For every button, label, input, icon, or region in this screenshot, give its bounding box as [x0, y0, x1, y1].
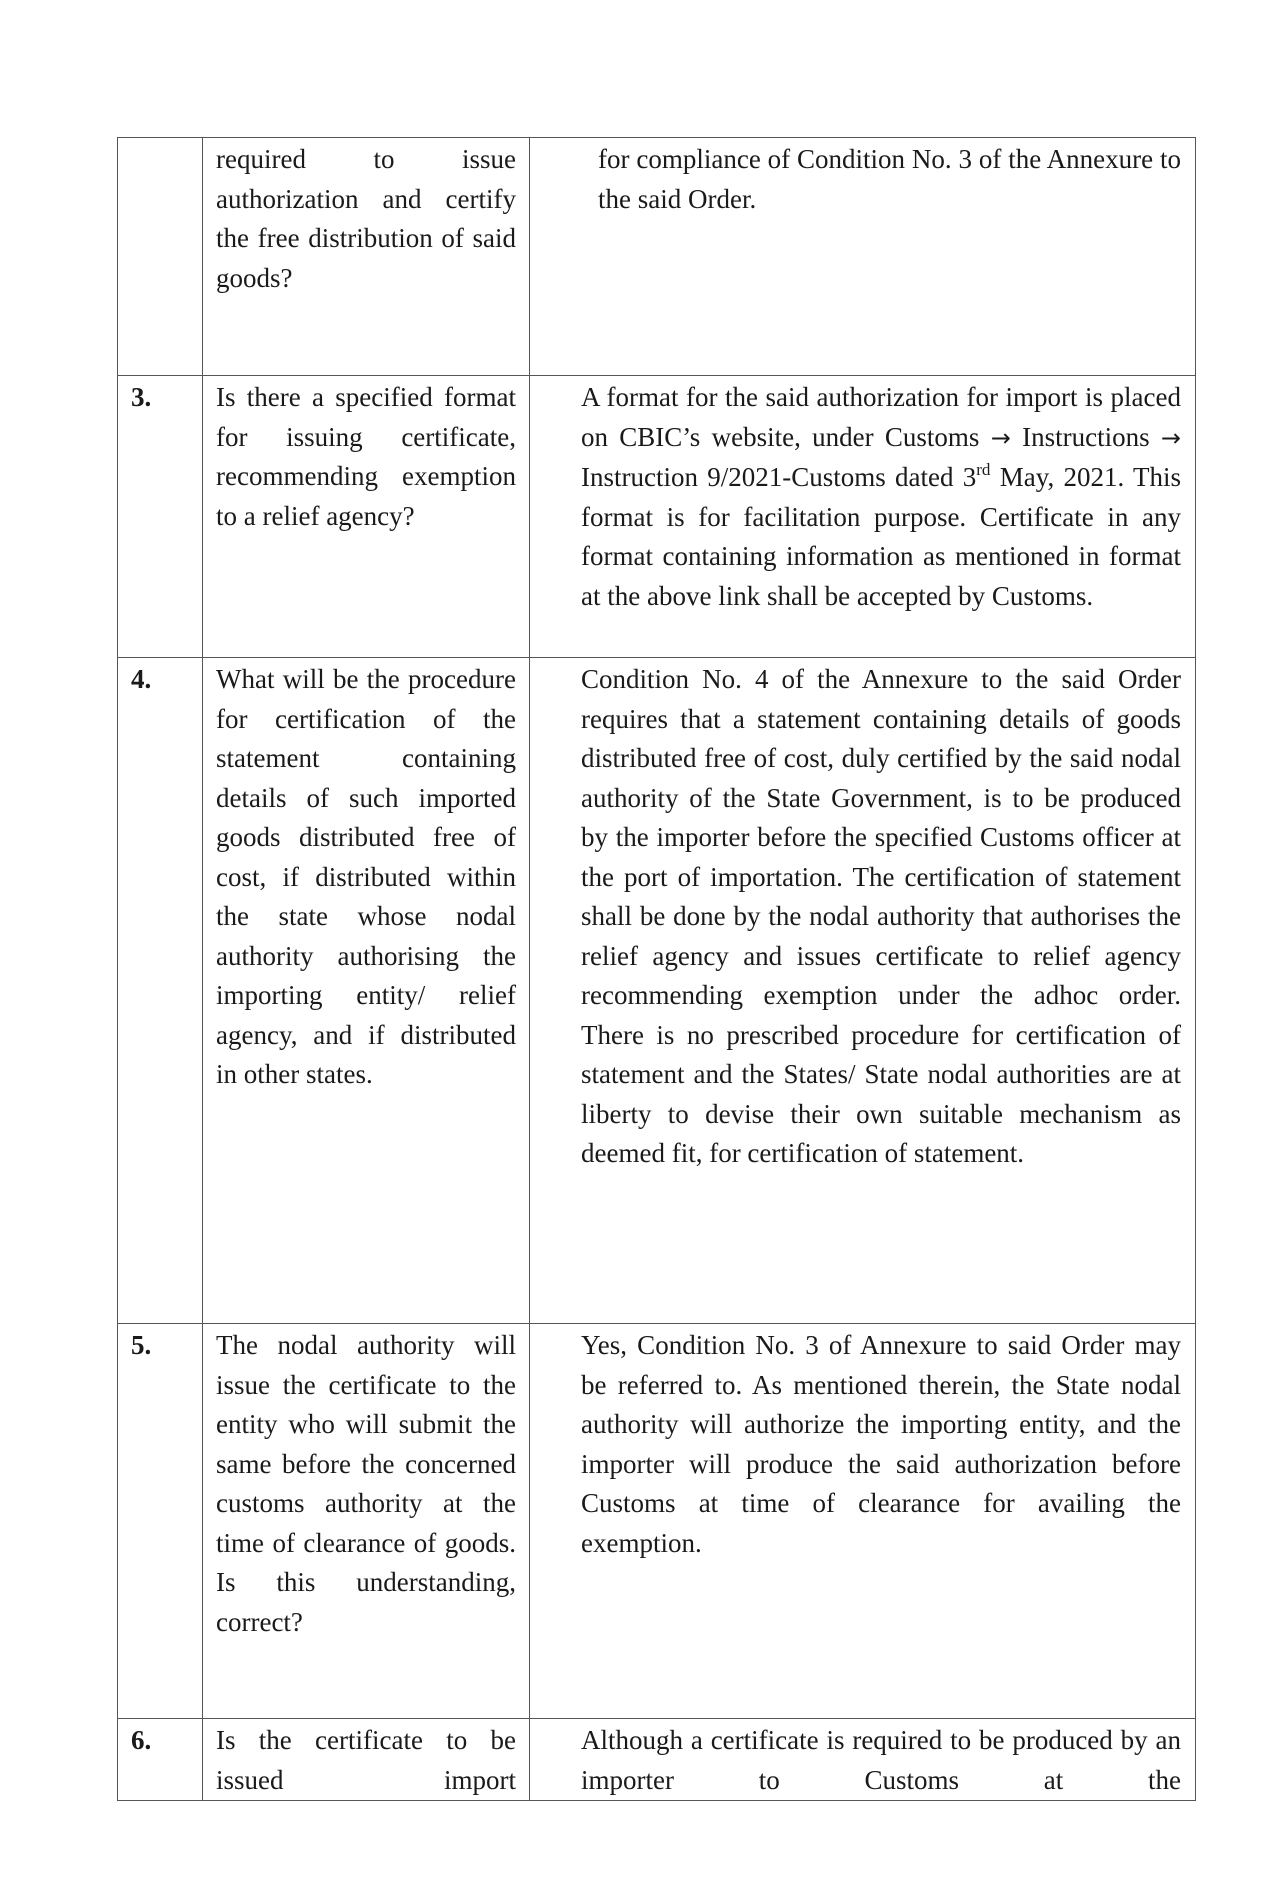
ordinal-suffix: rd — [976, 460, 991, 479]
table-row — [118, 1719, 1196, 1801]
row-number: 3. — [118, 376, 203, 658]
row-number — [118, 138, 203, 376]
question-cell: required to issue authorization and certify the free distribution of said goods? — [203, 138, 530, 376]
answer-cell: Although a certificate is required to be produced by an importer to Customs at the — [530, 1719, 1196, 1801]
table-row — [118, 138, 1196, 376]
answer-text: Instructions — [1022, 421, 1150, 452]
row-number: 6. — [118, 1719, 203, 1801]
faq-table — [117, 137, 1196, 1801]
arrow-right-icon: → — [990, 423, 1011, 452]
question-cell: Is the certificate to be issued import — [203, 1719, 530, 1801]
row-number: 5. — [118, 1324, 203, 1719]
arrow-right-icon: → — [1160, 423, 1182, 452]
question-cell: Is there a specified format for issuing certificate, recommending exemption to a relief agency? — [203, 376, 530, 658]
answer-cell: for compliance of Condition No. 3 of the Annexure to the said Order. — [530, 138, 1196, 376]
table-row — [118, 376, 1196, 658]
question-cell: The nodal authority will issue the certificate to the entity who will submit the same before the concerned customs authority at the time of clearance of goods. Is this understanding, correct? — [203, 1324, 530, 1719]
answer-text: Instruction 9/2021-Customs dated 3 — [581, 462, 977, 492]
table-row — [118, 658, 1196, 1324]
answer-text: A format for the said authorization for import is placed on CBIC’s website, under Customs — [581, 382, 1181, 452]
table-row — [118, 1324, 1196, 1719]
question-cell: What will be the procedure for certification of the statement containing details of such imported goods distributed free of cost, if distributed within the state whose nodal authority authorising the importing entity/ relief agency, and if distributed in other states. — [203, 658, 530, 1324]
answer-cell — [530, 376, 1196, 658]
answer-text: May, 2021. This format is for facilitation purpose. Certificate in any format containing information as mentioned in format at the above link shall be accepted by Customs. — [581, 462, 1181, 611]
answer-cell: Condition No. 4 of the Annexure to the said Order requires that a statement containing details of goods distributed free of cost, duly certified by the said nodal authority of the State Government, is to be produced by the importer before the specified Customs officer at the port of importation. The certification of statement shall be done by the nodal authority that authorises the relief agency and issues certificate to relief agency recommending exemption under the adhoc order. There is no prescribed procedure for certification of statement and the States/ State nodal authorities are at liberty to devise their own suitable mechanism as deemed fit, for certification of statement. — [530, 658, 1196, 1324]
row-number: 4. — [118, 658, 203, 1324]
answer-cell: Yes, Condition No. 3 of Annexure to said Order may be referred to. As mentioned therein, the State nodal authority will authorize the importing entity, and the importer will produce the said authorization before Customs at time of clearance for availing the exemption. — [530, 1324, 1196, 1719]
